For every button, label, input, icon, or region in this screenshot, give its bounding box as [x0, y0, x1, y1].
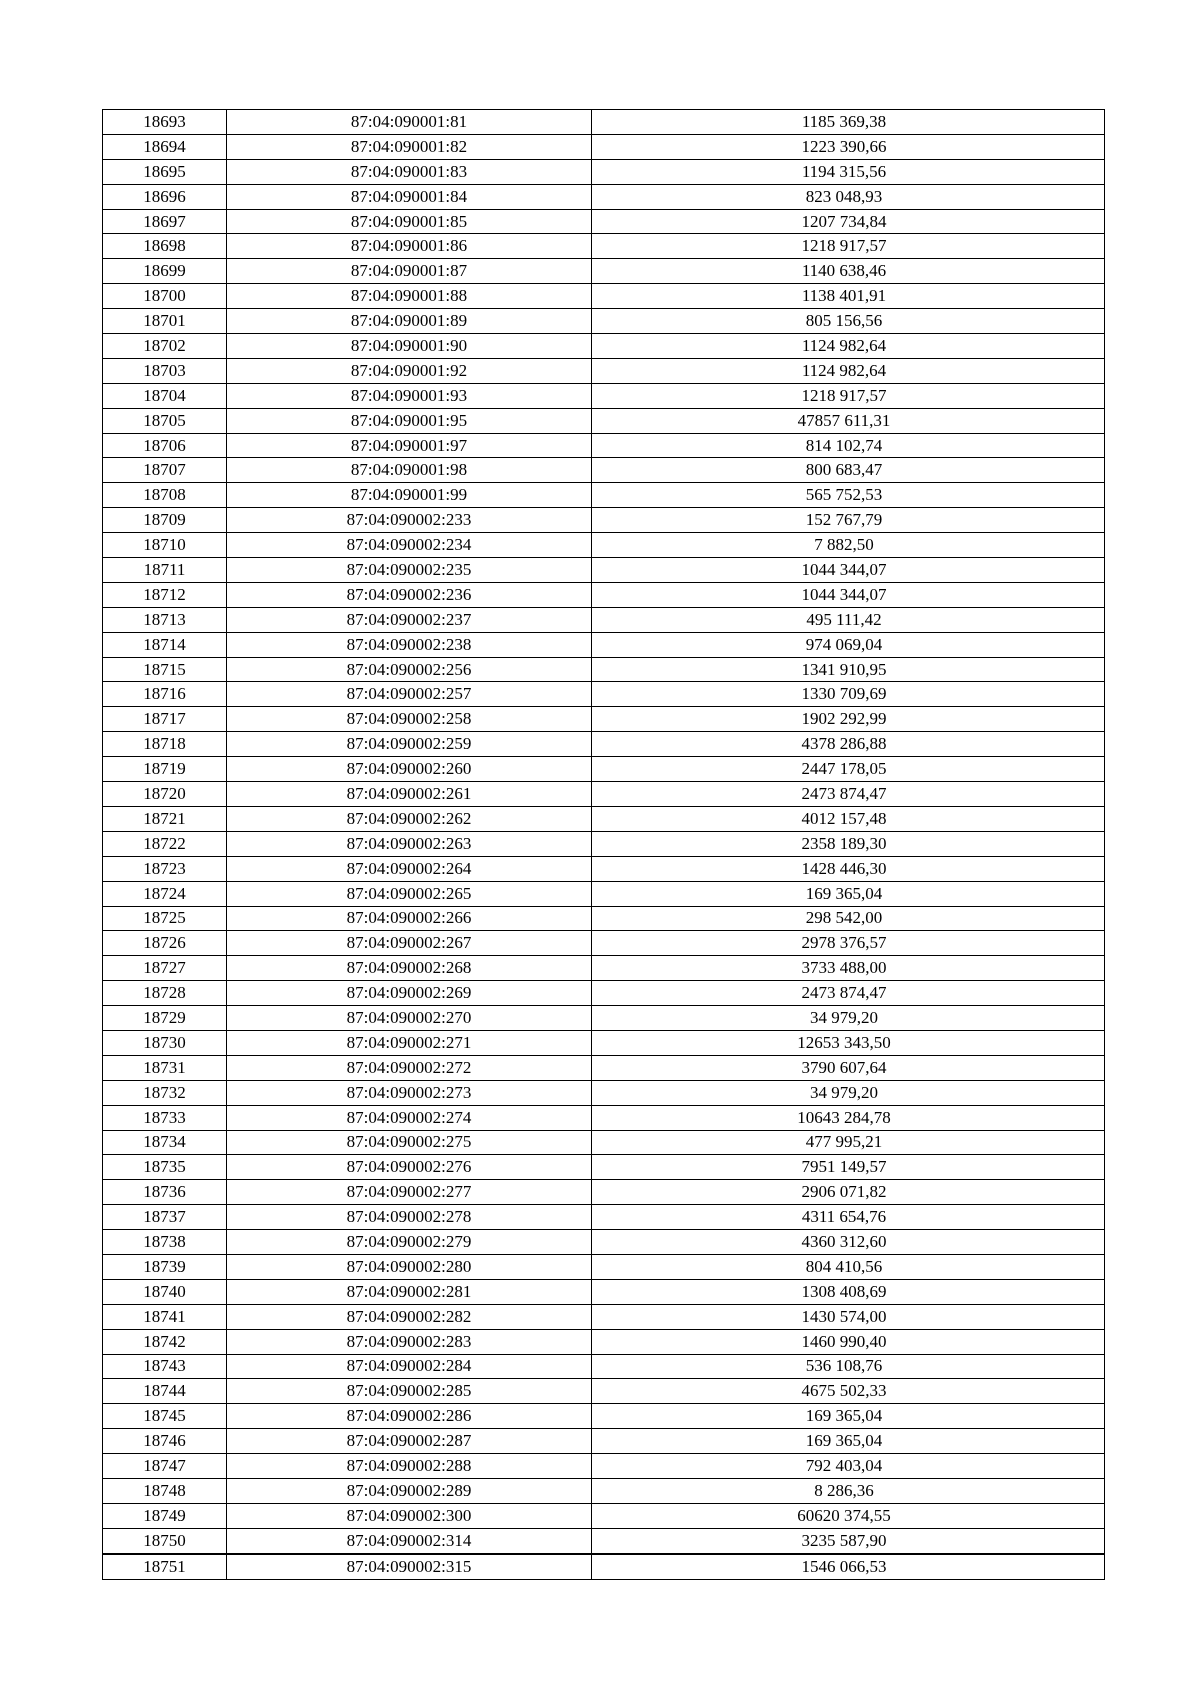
row-number-cell: 18716	[103, 682, 227, 707]
cadastral-value-cell: 7 882,50	[592, 533, 1105, 558]
cadastral-number-cell: 87:04:090002:267	[227, 931, 592, 956]
table-row	[103, 1105, 1105, 1130]
cadastral-number-cell: 87:04:090002:257	[227, 682, 592, 707]
cadastral-number-cell: 87:04:090002:314	[227, 1528, 592, 1553]
table-row	[103, 458, 1105, 483]
row-number-cell: 18734	[103, 1130, 227, 1155]
cadastral-value-cell: 3733 488,00	[592, 956, 1105, 981]
cadastral-number-cell: 87:04:090002:236	[227, 582, 592, 607]
cadastral-value-cell: 1341 910,95	[592, 657, 1105, 682]
cadastral-value-cell: 169 365,04	[592, 881, 1105, 906]
row-number-cell: 18694	[103, 134, 227, 159]
cadastral-value-cell: 152 767,79	[592, 508, 1105, 533]
cadastral-value-table	[102, 109, 1105, 1580]
row-number-cell: 18720	[103, 782, 227, 807]
table-row	[103, 433, 1105, 458]
cadastral-number-cell: 87:04:090001:82	[227, 134, 592, 159]
cadastral-number-cell: 87:04:090001:81	[227, 110, 592, 135]
table-row	[103, 1155, 1105, 1180]
table-row	[103, 657, 1105, 682]
cadastral-value-cell: 4360 312,60	[592, 1230, 1105, 1255]
row-number-cell: 18709	[103, 508, 227, 533]
row-number-cell: 18718	[103, 732, 227, 757]
table-row	[103, 134, 1105, 159]
cadastral-value-cell: 1044 344,07	[592, 558, 1105, 583]
cadastral-value-cell: 298 542,00	[592, 906, 1105, 931]
cadastral-value-cell: 34 979,20	[592, 1006, 1105, 1031]
table-row	[103, 383, 1105, 408]
row-number-cell: 18726	[103, 931, 227, 956]
cadastral-value-cell: 2358 189,30	[592, 831, 1105, 856]
row-number-cell: 18698	[103, 234, 227, 259]
cadastral-value-cell: 974 069,04	[592, 632, 1105, 657]
row-number-cell: 18736	[103, 1180, 227, 1205]
row-number-cell: 18745	[103, 1404, 227, 1429]
cadastral-number-cell: 87:04:090002:286	[227, 1404, 592, 1429]
table-row	[103, 1130, 1105, 1155]
row-number-cell: 18730	[103, 1030, 227, 1055]
row-number-cell: 18740	[103, 1279, 227, 1304]
cadastral-value-cell: 1218 917,57	[592, 383, 1105, 408]
cadastral-value-cell: 792 403,04	[592, 1454, 1105, 1479]
row-number-cell: 18699	[103, 259, 227, 284]
row-number-cell: 18733	[103, 1105, 227, 1130]
cadastral-number-cell: 87:04:090001:97	[227, 433, 592, 458]
cadastral-value-cell: 536 108,76	[592, 1354, 1105, 1379]
table-row	[103, 184, 1105, 209]
table-row	[103, 1354, 1105, 1379]
table-row	[103, 806, 1105, 831]
table-row	[103, 1080, 1105, 1105]
table-row	[103, 1329, 1105, 1354]
row-number-cell: 18739	[103, 1254, 227, 1279]
cadastral-number-cell: 87:04:090002:281	[227, 1279, 592, 1304]
table-row	[103, 831, 1105, 856]
cadastral-number-cell: 87:04:090002:289	[227, 1478, 592, 1503]
cadastral-value-cell: 2447 178,05	[592, 757, 1105, 782]
table-row	[103, 782, 1105, 807]
row-number-cell: 18742	[103, 1329, 227, 1354]
cadastral-value-cell: 1546 066,53	[592, 1554, 1105, 1579]
cadastral-number-cell: 87:04:090002:279	[227, 1230, 592, 1255]
cadastral-number-cell: 87:04:090002:233	[227, 508, 592, 533]
cadastral-number-cell: 87:04:090002:259	[227, 732, 592, 757]
row-number-cell: 18722	[103, 831, 227, 856]
table-row	[103, 1503, 1105, 1528]
cadastral-value-cell: 1124 982,64	[592, 358, 1105, 383]
row-number-cell: 18701	[103, 309, 227, 334]
cadastral-number-cell: 87:04:090002:271	[227, 1030, 592, 1055]
cadastral-number-cell: 87:04:090001:84	[227, 184, 592, 209]
table-row	[103, 1454, 1105, 1479]
cadastral-value-cell: 1044 344,07	[592, 582, 1105, 607]
cadastral-number-cell: 87:04:090002:287	[227, 1429, 592, 1454]
row-number-cell: 18725	[103, 906, 227, 931]
row-number-cell: 18732	[103, 1080, 227, 1105]
row-number-cell: 18738	[103, 1230, 227, 1255]
cadastral-value-cell: 12653 343,50	[592, 1030, 1105, 1055]
row-number-cell: 18704	[103, 383, 227, 408]
table-row	[103, 159, 1105, 184]
row-number-cell: 18719	[103, 757, 227, 782]
cadastral-value-cell: 565 752,53	[592, 483, 1105, 508]
row-number-cell: 18748	[103, 1478, 227, 1503]
cadastral-value-cell: 1308 408,69	[592, 1279, 1105, 1304]
row-number-cell: 18751	[103, 1554, 227, 1579]
row-number-cell: 18711	[103, 558, 227, 583]
cadastral-number-cell: 87:04:090002:234	[227, 533, 592, 558]
cadastral-number-cell: 87:04:090002:269	[227, 981, 592, 1006]
table-row	[103, 1279, 1105, 1304]
cadastral-value-cell: 60620 374,55	[592, 1503, 1105, 1528]
cadastral-number-cell: 87:04:090002:275	[227, 1130, 592, 1155]
table-row	[103, 110, 1105, 135]
cadastral-number-cell: 87:04:090002:262	[227, 806, 592, 831]
table-row	[103, 856, 1105, 881]
cadastral-number-cell: 87:04:090002:282	[227, 1304, 592, 1329]
cadastral-number-cell: 87:04:090001:93	[227, 383, 592, 408]
table-row	[103, 533, 1105, 558]
cadastral-value-cell: 477 995,21	[592, 1130, 1105, 1155]
cadastral-value-cell: 2906 071,82	[592, 1180, 1105, 1205]
table-row	[103, 881, 1105, 906]
table-row	[103, 1554, 1105, 1579]
cadastral-value-cell: 1185 369,38	[592, 110, 1105, 135]
cadastral-number-cell: 87:04:090002:280	[227, 1254, 592, 1279]
cadastral-number-cell: 87:04:090001:89	[227, 309, 592, 334]
row-number-cell: 18728	[103, 981, 227, 1006]
row-number-cell: 18708	[103, 483, 227, 508]
cadastral-value-cell: 4012 157,48	[592, 806, 1105, 831]
cadastral-value-cell: 1330 709,69	[592, 682, 1105, 707]
row-number-cell: 18750	[103, 1528, 227, 1553]
row-number-cell: 18724	[103, 881, 227, 906]
row-number-cell: 18737	[103, 1205, 227, 1230]
cadastral-number-cell: 87:04:090002:235	[227, 558, 592, 583]
cadastral-value-cell: 8 286,36	[592, 1478, 1105, 1503]
row-number-cell: 18747	[103, 1454, 227, 1479]
cadastral-number-cell: 87:04:090001:98	[227, 458, 592, 483]
cadastral-number-cell: 87:04:090002:264	[227, 856, 592, 881]
cadastral-value-cell: 4378 286,88	[592, 732, 1105, 757]
table-row	[103, 483, 1105, 508]
cadastral-value-cell: 47857 611,31	[592, 408, 1105, 433]
table-row	[103, 707, 1105, 732]
cadastral-number-cell: 87:04:090002:261	[227, 782, 592, 807]
cadastral-number-cell: 87:04:090002:270	[227, 1006, 592, 1031]
table-row	[103, 334, 1105, 359]
table-row	[103, 582, 1105, 607]
table-row	[103, 408, 1105, 433]
row-number-cell: 18710	[103, 533, 227, 558]
cadastral-value-cell: 3790 607,64	[592, 1055, 1105, 1080]
table-row	[103, 1254, 1105, 1279]
cadastral-value-cell: 10643 284,78	[592, 1105, 1105, 1130]
table-row	[103, 1205, 1105, 1230]
cadastral-value-cell: 1207 734,84	[592, 209, 1105, 234]
table-row	[103, 1429, 1105, 1454]
row-number-cell: 18702	[103, 334, 227, 359]
table-row	[103, 906, 1105, 931]
cadastral-value-cell: 823 048,93	[592, 184, 1105, 209]
cadastral-number-cell: 87:04:090002:315	[227, 1554, 592, 1579]
row-number-cell: 18727	[103, 956, 227, 981]
table-row	[103, 1304, 1105, 1329]
table-row	[103, 1379, 1105, 1404]
cadastral-number-cell: 87:04:090002:260	[227, 757, 592, 782]
row-number-cell: 18700	[103, 284, 227, 309]
cadastral-number-cell: 87:04:090002:265	[227, 881, 592, 906]
row-number-cell: 18741	[103, 1304, 227, 1329]
row-number-cell: 18713	[103, 607, 227, 632]
cadastral-value-cell: 814 102,74	[592, 433, 1105, 458]
cadastral-number-cell: 87:04:090002:276	[227, 1155, 592, 1180]
cadastral-number-cell: 87:04:090002:263	[227, 831, 592, 856]
cadastral-number-cell: 87:04:090002:273	[227, 1080, 592, 1105]
row-number-cell: 18714	[103, 632, 227, 657]
cadastral-number-cell: 87:04:090002:283	[227, 1329, 592, 1354]
cadastral-value-cell: 169 365,04	[592, 1429, 1105, 1454]
cadastral-value-cell: 495 111,42	[592, 607, 1105, 632]
table-row	[103, 1528, 1105, 1553]
cadastral-value-cell: 2978 376,57	[592, 931, 1105, 956]
table-row	[103, 234, 1105, 259]
table-row	[103, 309, 1105, 334]
cadastral-value-cell: 1140 638,46	[592, 259, 1105, 284]
table-row	[103, 732, 1105, 757]
cadastral-number-cell: 87:04:090002:278	[227, 1205, 592, 1230]
row-number-cell: 18729	[103, 1006, 227, 1031]
table-row	[103, 956, 1105, 981]
cadastral-number-cell: 87:04:090002:274	[227, 1105, 592, 1130]
cadastral-value-cell: 800 683,47	[592, 458, 1105, 483]
cadastral-value-cell: 34 979,20	[592, 1080, 1105, 1105]
table-row	[103, 931, 1105, 956]
table-row	[103, 1180, 1105, 1205]
cadastral-number-cell: 87:04:090002:268	[227, 956, 592, 981]
cadastral-value-cell: 2473 874,47	[592, 782, 1105, 807]
row-number-cell: 18723	[103, 856, 227, 881]
row-number-cell: 18705	[103, 408, 227, 433]
table-row	[103, 757, 1105, 782]
table-row	[103, 358, 1105, 383]
cadastral-value-cell: 1902 292,99	[592, 707, 1105, 732]
row-number-cell: 18695	[103, 159, 227, 184]
cadastral-value-cell: 1223 390,66	[592, 134, 1105, 159]
table-row	[103, 1055, 1105, 1080]
cadastral-number-cell: 87:04:090002:284	[227, 1354, 592, 1379]
cadastral-number-cell: 87:04:090001:99	[227, 483, 592, 508]
cadastral-number-cell: 87:04:090002:238	[227, 632, 592, 657]
cadastral-number-cell: 87:04:090002:288	[227, 1454, 592, 1479]
row-number-cell: 18731	[103, 1055, 227, 1080]
cadastral-number-cell: 87:04:090002:258	[227, 707, 592, 732]
row-number-cell: 18707	[103, 458, 227, 483]
cadastral-value-cell: 1460 990,40	[592, 1329, 1105, 1354]
table-row	[103, 607, 1105, 632]
cadastral-number-cell: 87:04:090002:300	[227, 1503, 592, 1528]
row-number-cell: 18746	[103, 1429, 227, 1454]
row-number-cell: 18696	[103, 184, 227, 209]
cadastral-value-cell: 4311 654,76	[592, 1205, 1105, 1230]
cadastral-number-cell: 87:04:090001:92	[227, 358, 592, 383]
table-row	[103, 1478, 1105, 1503]
cadastral-value-cell: 1194 315,56	[592, 159, 1105, 184]
cadastral-value-cell: 805 156,56	[592, 309, 1105, 334]
row-number-cell: 18735	[103, 1155, 227, 1180]
row-number-cell: 18712	[103, 582, 227, 607]
table-row	[103, 558, 1105, 583]
cadastral-value-cell: 1430 574,00	[592, 1304, 1105, 1329]
cadastral-number-cell: 87:04:090001:86	[227, 234, 592, 259]
cadastral-value-cell: 4675 502,33	[592, 1379, 1105, 1404]
table-row	[103, 682, 1105, 707]
cadastral-value-cell: 7951 149,57	[592, 1155, 1105, 1180]
row-number-cell: 18749	[103, 1503, 227, 1528]
table-row	[103, 284, 1105, 309]
cadastral-number-cell: 87:04:090002:277	[227, 1180, 592, 1205]
row-number-cell: 18743	[103, 1354, 227, 1379]
table-row	[103, 259, 1105, 284]
cadastral-number-cell: 87:04:090002:272	[227, 1055, 592, 1080]
row-number-cell: 18706	[103, 433, 227, 458]
cadastral-number-cell: 87:04:090001:83	[227, 159, 592, 184]
cadastral-value-cell: 1218 917,57	[592, 234, 1105, 259]
row-number-cell: 18697	[103, 209, 227, 234]
cadastral-number-cell: 87:04:090001:87	[227, 259, 592, 284]
cadastral-value-cell: 169 365,04	[592, 1404, 1105, 1429]
table-row	[103, 1030, 1105, 1055]
row-number-cell: 18703	[103, 358, 227, 383]
table-row	[103, 1230, 1105, 1255]
row-number-cell: 18721	[103, 806, 227, 831]
cadastral-number-cell: 87:04:090002:285	[227, 1379, 592, 1404]
table-row	[103, 981, 1105, 1006]
cadastral-value-cell: 1124 982,64	[592, 334, 1105, 359]
row-number-cell: 18717	[103, 707, 227, 732]
cadastral-number-cell: 87:04:090002:237	[227, 607, 592, 632]
cadastral-number-cell: 87:04:090001:95	[227, 408, 592, 433]
cadastral-number-cell: 87:04:090002:256	[227, 657, 592, 682]
cadastral-number-cell: 87:04:090001:90	[227, 334, 592, 359]
table-row	[103, 632, 1105, 657]
cadastral-value-cell: 804 410,56	[592, 1254, 1105, 1279]
cadastral-number-cell: 87:04:090001:85	[227, 209, 592, 234]
row-number-cell: 18693	[103, 110, 227, 135]
table-row	[103, 1006, 1105, 1031]
row-number-cell: 18715	[103, 657, 227, 682]
cadastral-value-cell: 3235 587,90	[592, 1528, 1105, 1553]
table-body	[103, 110, 1105, 1580]
row-number-cell: 18744	[103, 1379, 227, 1404]
cadastral-value-cell: 1428 446,30	[592, 856, 1105, 881]
cadastral-value-cell: 2473 874,47	[592, 981, 1105, 1006]
table-row	[103, 1404, 1105, 1429]
cadastral-number-cell: 87:04:090001:88	[227, 284, 592, 309]
table-row	[103, 209, 1105, 234]
cadastral-value-cell: 1138 401,91	[592, 284, 1105, 309]
cadastral-number-cell: 87:04:090002:266	[227, 906, 592, 931]
table-row	[103, 508, 1105, 533]
